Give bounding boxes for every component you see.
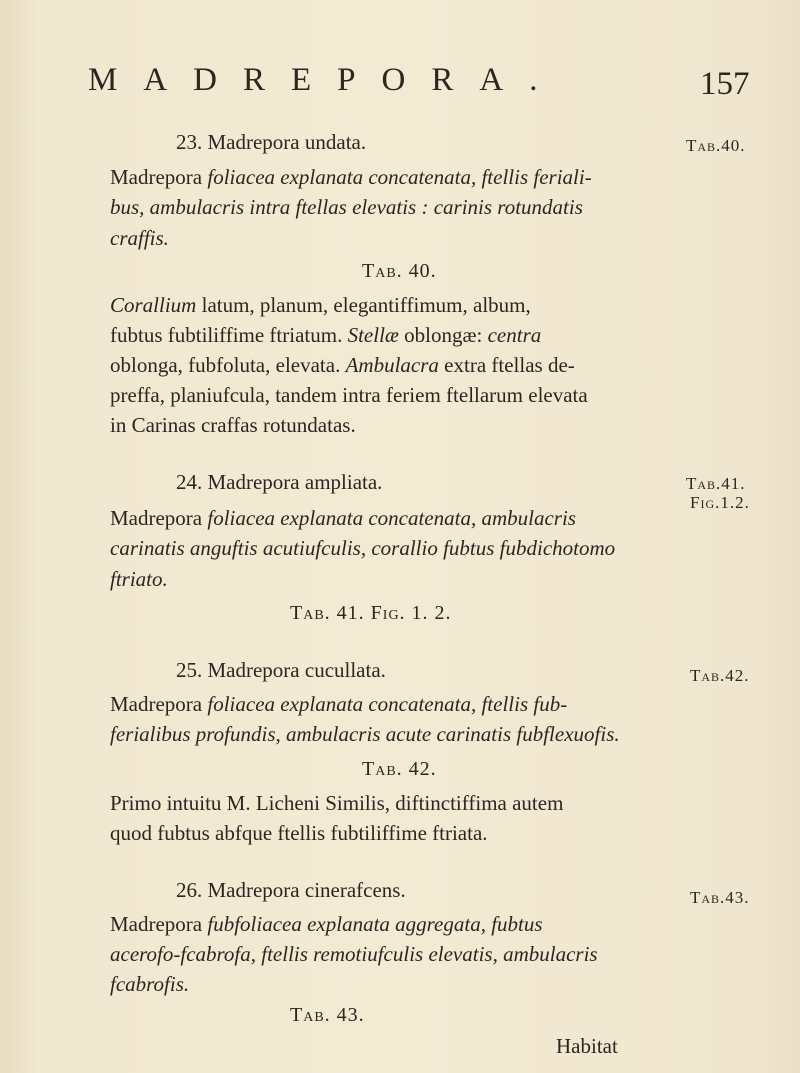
plate-reference: Tab. 43. bbox=[290, 1004, 365, 1026]
diagnosis-line: fcabrofis. bbox=[110, 972, 190, 996]
page-number: 157 bbox=[700, 66, 750, 102]
diagnosis-line: craffis. bbox=[110, 226, 169, 250]
plate-reference: Tab. 40. bbox=[362, 260, 437, 282]
margin-tab-ref: Tab.43. bbox=[690, 888, 750, 907]
diagnosis-line: Madrepora foliacea explanata concatenata, ftellis feriali- bbox=[110, 165, 592, 189]
description-line: quod fubtus abfque ftellis fubtiliffime ftriata. bbox=[110, 821, 488, 845]
catchword: Habitat bbox=[556, 1034, 618, 1058]
entry-heading: 23. Madrepora undata. bbox=[176, 130, 367, 154]
margin-fig-ref: Fig.1.2. bbox=[690, 493, 750, 512]
margin-tab-ref: Tab.41. bbox=[686, 474, 746, 493]
running-header: MADREPORA. bbox=[88, 62, 564, 98]
diagnosis-line: Madrepora fubfoliacea explanata aggregata, fubtus bbox=[110, 912, 543, 936]
diagnosis-line: acerofo-fcabrofa, ftellis remotiufculis elevatis, ambulacris bbox=[110, 942, 598, 966]
diagnosis-line: ferialibus profundis, ambulacris acute carinatis fubflexuofis. bbox=[110, 722, 620, 746]
description-line: Corallium latum, planum, elegantiffimum, album, bbox=[110, 293, 531, 317]
margin-tab-ref: Tab.40. bbox=[686, 136, 746, 155]
diagnosis-line: Madrepora foliacea explanata concatenata, ambulacris bbox=[110, 506, 576, 530]
diagnosis-line: bus, ambulacris intra ftellas elevatis : carinis rotundatis bbox=[110, 195, 583, 219]
description-line: preffa, planiufcula, tandem intra feriem ftellarum elevata bbox=[110, 383, 588, 407]
diagnosis-line: ftriato. bbox=[110, 567, 168, 591]
entry-heading: 24. Madrepora ampliata. bbox=[176, 470, 383, 494]
plate-reference: Tab. 41. Fig. 1. 2. bbox=[290, 602, 452, 624]
entry-heading: 26. Madrepora cinerafcens. bbox=[176, 878, 406, 902]
diagnosis-line: carinatis anguftis acutiufculis, corallio fubtus fubdichotomo bbox=[110, 536, 616, 560]
description-line: in Carinas craffas rotundatas. bbox=[110, 413, 356, 437]
diagnosis-line: Madrepora foliacea explanata concatenata, ftellis fub- bbox=[110, 692, 568, 716]
entry-heading: 25. Madrepora cucullata. bbox=[176, 658, 386, 682]
margin-tab-ref: Tab.42. bbox=[690, 666, 750, 685]
description-line: fubtus fubtiliffime ftriatum. Stellæ oblongæ: centra bbox=[110, 323, 542, 347]
description-line: oblonga, fubfoluta, elevata. Ambulacra extra ftellas de- bbox=[110, 353, 575, 377]
description-line: Primo intuitu M. Licheni Similis, diftinctiffima autem bbox=[110, 791, 564, 815]
plate-reference: Tab. 42. bbox=[362, 758, 437, 780]
